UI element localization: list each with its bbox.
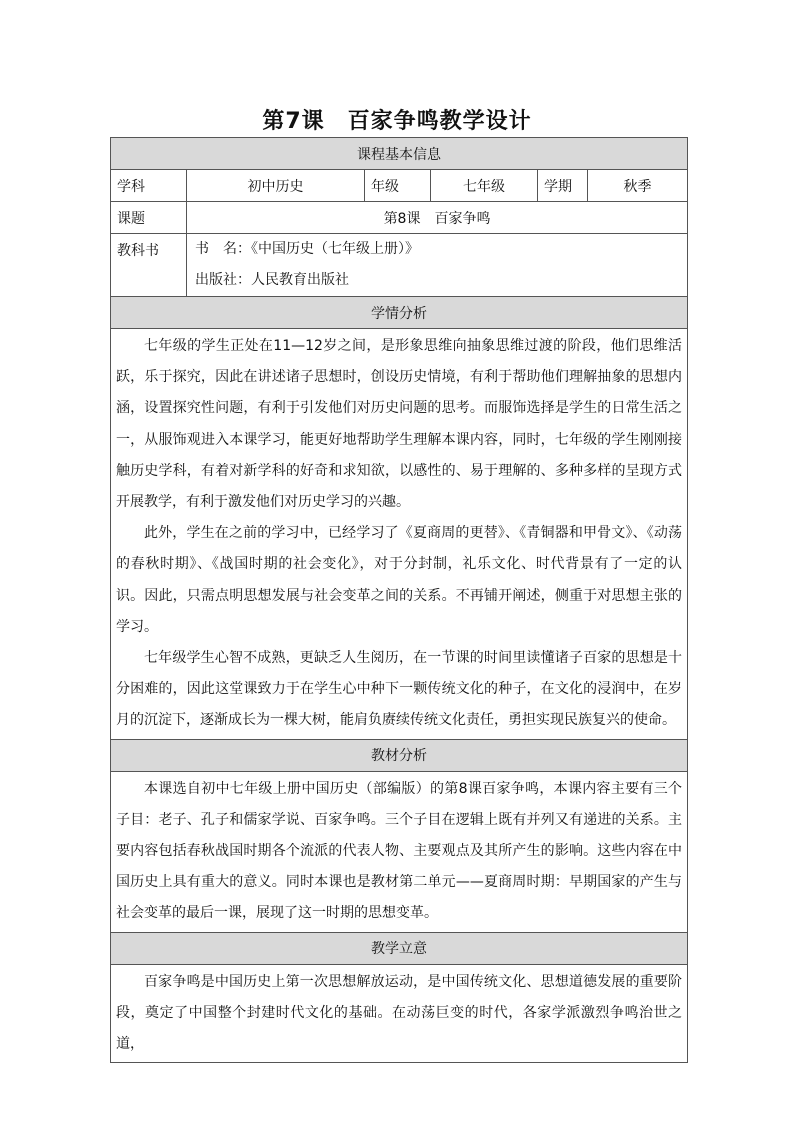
material-analysis-header-row [111, 739, 688, 771]
student-analysis-paragraph: 此外，学生在之前的学习中，已经学习了《夏商周的更替》、《青铜器和甲骨文》、《动荡的春秋时期》、《战国时期的社会变化》，对于分封制，礼乐文化、时代背景有了一定的认识。因此，只需点明思想发展与社会变革之间的关系。不再铺开阐述，侧重于对思想主张的学习。 [116, 525, 683, 635]
document-title: 第7课 百家争鸣教学设计 [262, 109, 532, 134]
material-analysis-content [111, 771, 688, 932]
publisher: 出版社：人民教育出版社 [195, 272, 349, 288]
textbook-row [111, 234, 688, 297]
subject-label: 学科 [111, 170, 187, 202]
subject-value: 初中历史 [187, 170, 365, 202]
teaching-intent-row [111, 964, 688, 1063]
term-value: 秋季 [588, 170, 688, 202]
student-analysis-header-row [111, 297, 688, 329]
material-analysis-paragraph: 本课选自初中七年级上册中国历史（部编版）的第8课百家争鸣，本课内容主要有三个子目：老子、孔子和儒家学说、百家争鸣。三个子目在逻辑上既有并列又有递进的关系。主要内容包括春秋战国时期各个流派的代表人物、主要观点及其所产生的影响。这些内容在中国历史上具有重大的意义。同时本课也是教材第二单元——夏商周时期：早期国家的产生与社会变革的最后一课，展现了这一时期的思想变革。 [116, 780, 683, 922]
lesson-plan-table [110, 137, 688, 1063]
subject-row [111, 170, 688, 202]
textbook-label: 教科书 [111, 234, 187, 297]
teaching-intent-header: 教学立意 [111, 932, 688, 964]
topic-row [111, 202, 688, 234]
topic-value: 第8课 百家争鸣 [187, 202, 688, 234]
student-analysis-row [111, 329, 688, 740]
grade-value: 七年级 [431, 170, 538, 202]
basic-info-header: 课程基本信息 [111, 138, 688, 170]
textbook-info [187, 234, 688, 297]
basic-info-header-row [111, 138, 688, 170]
grade-label: 年级 [365, 170, 431, 202]
material-analysis-header: 教材分析 [111, 739, 688, 771]
material-analysis-row [111, 771, 688, 932]
student-analysis-paragraph: 七年级学生心智不成熟，更缺乏人生阅历，在一节课的时间里读懂诸子百家的思想是十分困难的，因此这堂课致力于在学生心中种下一颗传统文化的种子，在文化的浸润中，在岁月的沉淀下，逐渐成长为一棵大树，能肩负赓续传统文化责任，勇担实现民族复兴的使命。 [116, 650, 683, 729]
student-analysis-paragraph: 七年级的学生正处在11—12岁之间，是形象思维向抽象思维过渡的阶段，他们思维活跃，乐于探究，因此在讲述诸子思想时，创设历史情境，有利于帮助他们理解抽象的思想内涵，设置探究性问题，有利于引发他们对历史问题的思考。而服饰选择是学生的日常生活之一，从服饰观进入本课学习，能更好地帮助学生理解本课内容，同时，七年级的学生刚刚接触历史学科，有着对新学科的好奇和求知欲，以感性的、易于理解的、多种多样的呈现方式开展教学，有利于激发他们对历史学习的兴趣。 [116, 338, 683, 511]
teaching-intent-header-row [111, 932, 688, 964]
topic-label: 课题 [111, 202, 187, 234]
book-name: 书 名：《中国历史（七年级上册）》 [195, 241, 419, 257]
student-analysis-header: 学情分析 [111, 297, 688, 329]
term-label: 学期 [538, 170, 588, 202]
teaching-intent-content [111, 964, 688, 1063]
student-analysis-content [111, 329, 688, 740]
teaching-intent-paragraph: 百家争鸣是中国历史上第一次思想解放运动，是中国传统文化、思想道德发展的重要阶段，奠定了中国整个封建时代文化的基础。在动荡巨变的时代，各家学派激烈争鸣治世之道， [116, 973, 683, 1053]
